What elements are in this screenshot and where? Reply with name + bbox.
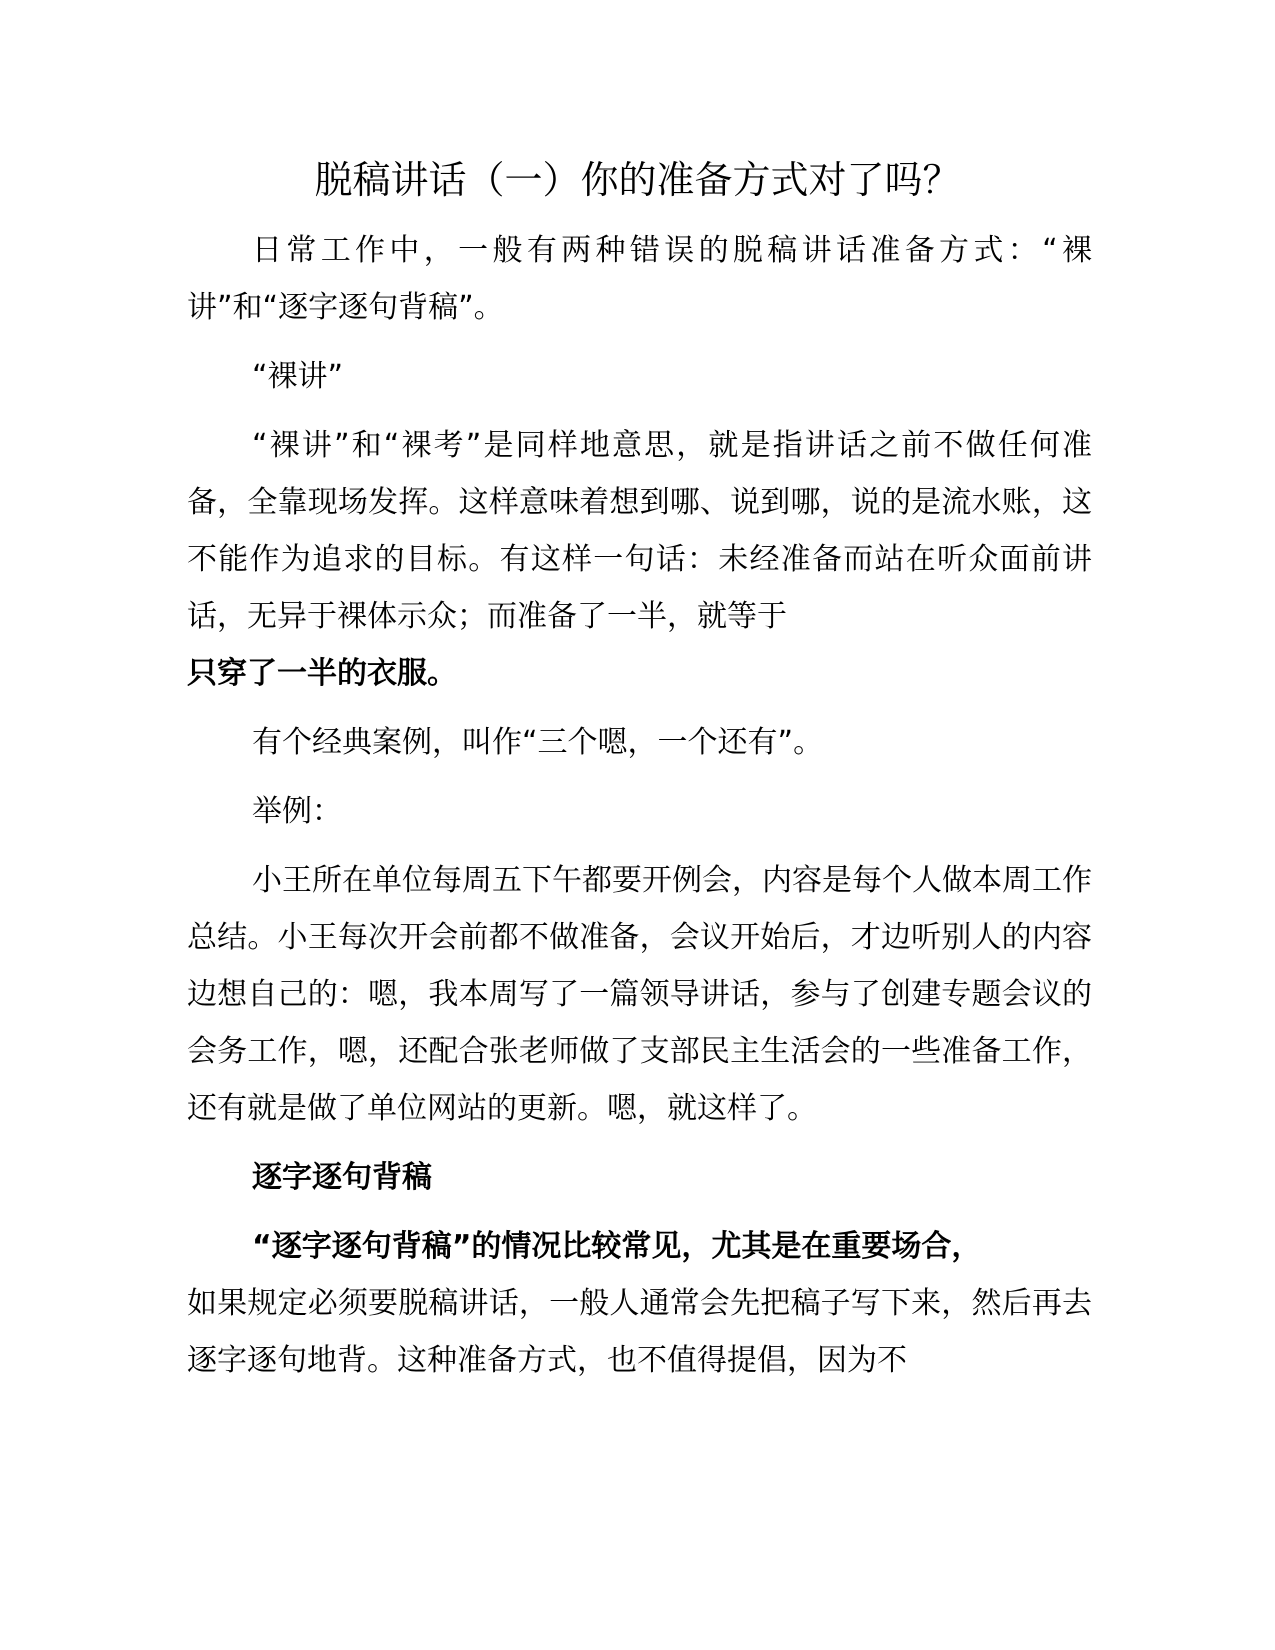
paragraph-classic-case: 有个经典案例，叫作“三个嗯，一个还有”。: [252, 725, 824, 760]
paragraph-intro: 日常工作中，一般有两种错误的脱稿讲话准备方式：“裸讲”和“逐字逐句背稿”。: [187, 233, 1092, 325]
paragraph-example: 小王所在单位每周五下午都要开例会，内容是每个人做本周工作总结。小王每次开会前都不做准备，会议开始后，才边听别人的内容边想自己的：嗯，我本周写了一篇领导讲话，参与了创建专题会议的会务工作，嗯，还配合张老师做了支部民主生活会的一些准备工作，还有就是做了单位网站的更新。嗯，就这样了。: [187, 863, 1092, 1126]
paragraph-rote-memorization: 如果规定必须要脱稿讲话，一般人通常会先把稿子写下来，然后再去逐字逐句地背。这种准备方式，也不值得提倡，因为不: [187, 1286, 1092, 1378]
paragraph-half-dressed: 只穿了一半的衣服。: [187, 656, 457, 691]
paragraph-naked-speech: “裸讲”和“裸考”是同样地意思，就是指讲话之前不做任何准备，全靠现场发挥。这样意味着想到哪、说到哪，说的是流水账，这不能作为追求的目标。有这样一句话：未经准备而站在听众面前讲话，无异于裸体示众；而准备了一半，就等于: [187, 428, 1092, 634]
paragraph-rote-memorization-lead: “逐字逐句背稿”的情况比较常见，尤其是在重要场合，: [252, 1229, 982, 1264]
document-body: [187, 222, 1092, 1401]
section-heading-naked-speech: “裸讲”: [252, 359, 344, 394]
paragraph-example-label: 举例：: [252, 794, 342, 829]
document-title: 脱稿讲话（一）你的准备方式对了吗？: [314, 158, 961, 202]
section-heading-rote-memorization: 逐字逐句背稿: [252, 1160, 432, 1195]
